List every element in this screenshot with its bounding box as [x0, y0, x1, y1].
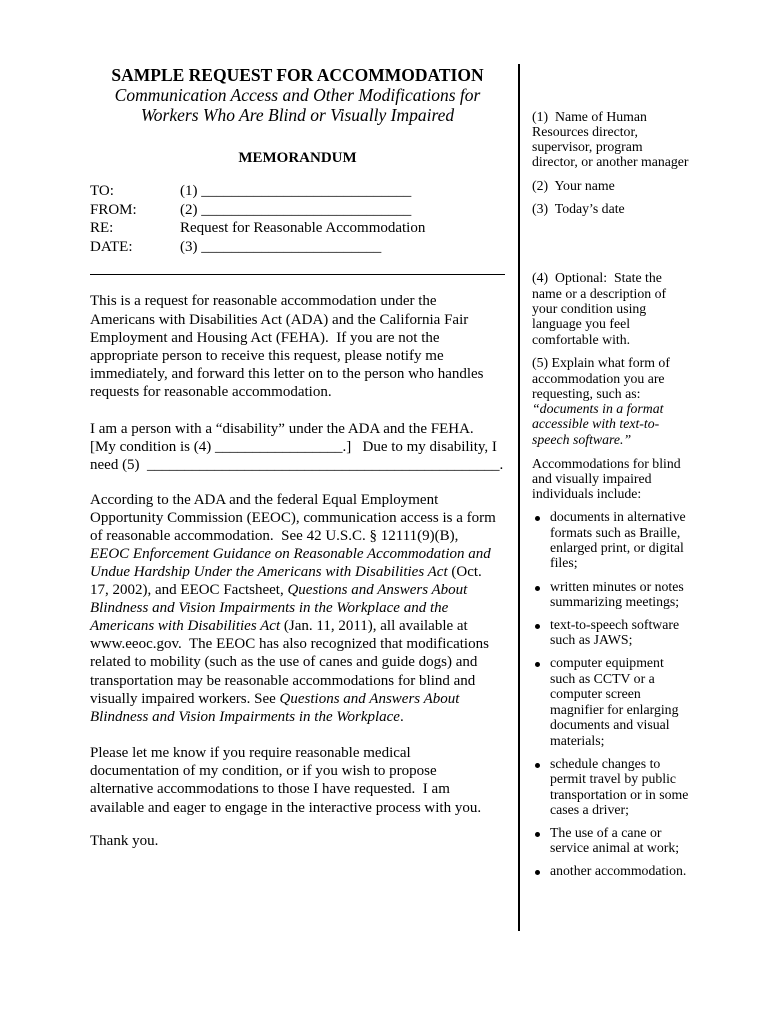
- margin-note-4-line: your condition using: [532, 301, 647, 316]
- accommodations-intro-line: and visually impaired: [532, 471, 652, 486]
- memo-date-label: DATE:: [90, 239, 133, 255]
- column-divider: [518, 64, 520, 931]
- paragraph-1-line: appropriate person to receive this request, please notify me: [90, 348, 444, 364]
- accommodation-item-line: enlarged print, or digital: [550, 540, 684, 555]
- memo-re-value: Request for Reasonable Accommodation: [180, 220, 426, 236]
- accommodation-item-line: cases a driver;: [550, 802, 629, 817]
- paragraph-3-line: www.eeoc.gov. The EEOC has also recognized that modifications: [90, 636, 489, 652]
- text-run: (Jan. 11, 2011), all available at: [280, 618, 468, 634]
- bullet-icon: [535, 832, 540, 837]
- paragraph-3-line: related to mobility (such as the use of canes and guide dogs) and: [90, 654, 478, 670]
- accommodation-item-line: magnifier for enlarging: [550, 702, 679, 717]
- paragraph-2-line: need (5) _______________________________________________.: [90, 457, 504, 473]
- memo-date-value: (3) ________________________: [180, 239, 382, 255]
- memo-heading: MEMORANDUM: [238, 150, 357, 166]
- paragraph-3-line: Opportunity Commission (EEOC), communication access is a form: [90, 510, 496, 526]
- accommodation-item-line: The use of a cane or: [550, 825, 662, 840]
- bullet-icon: [535, 870, 540, 875]
- paragraph-3-line: [90, 708, 404, 726]
- bullet-icon: [535, 624, 540, 629]
- accommodation-item-line: transportation or in some: [550, 787, 689, 802]
- bullet-icon: [535, 586, 540, 591]
- document-subtitle-line: Communication Access and Other Modifications for: [114, 85, 481, 105]
- accommodation-item-line: documents in alternative: [550, 509, 686, 524]
- citation-title: Blindness and Vision Impairments in the Workplace: [90, 709, 400, 725]
- bullet-icon: [535, 763, 540, 768]
- paragraph-1-line: This is a request for reasonable accommodation under the: [90, 293, 437, 309]
- accommodations-intro-line: Accommodations for blind: [532, 456, 681, 471]
- citation-title: Americans with Disabilities Act: [90, 618, 281, 634]
- paragraph-3-line: EEOC Enforcement Guidance on Reasonable Accommodation and: [90, 546, 491, 562]
- header-divider: [90, 274, 505, 275]
- accommodation-item-line: computer equipment: [550, 655, 664, 670]
- margin-note-3: (3) Today’s date: [532, 201, 625, 216]
- accommodations-intro-line: individuals include:: [532, 486, 642, 501]
- margin-note-5-example-line: “documents in a format: [532, 401, 664, 416]
- paragraph-3-line: transportation may be reasonable accommodations for blind and: [90, 673, 476, 689]
- accommodation-item-line: such as JAWS;: [550, 632, 633, 647]
- margin-note-5-example-line: speech software.”: [532, 432, 632, 447]
- margin-note-4-line: comfortable with.: [532, 332, 631, 347]
- margin-note-5-line: accommodation you are: [532, 371, 665, 386]
- accommodation-item-line: service animal at work;: [550, 840, 680, 855]
- margin-note-5-example-line: accessible with text-to-: [532, 416, 660, 431]
- citation-title: Undue Hardship Under the Americans with Disabilities Act: [90, 564, 448, 580]
- accommodation-item-line: formats such as Braille,: [550, 525, 681, 540]
- text-run: visually impaired workers. See: [90, 691, 280, 707]
- accommodation-item-line: written minutes or notes: [550, 579, 684, 594]
- paragraph-1-line: Employment and Housing Act (FEHA). If you are not the: [90, 330, 440, 346]
- margin-note-4-line: (4) Optional: State the: [532, 270, 662, 285]
- memo-to-value: (1) ____________________________: [180, 183, 412, 199]
- text-run: .: [399, 709, 404, 725]
- paragraph-2-line: I am a person with a “disability” under the ADA and the FEHA.: [90, 421, 474, 437]
- paragraph-2-line: [My condition is (4) _________________.] Due to my disability, I: [90, 439, 497, 455]
- document-subtitle-line: Workers Who Are Blind or Visually Impaired: [140, 105, 455, 125]
- margin-note-2: (2) Your name: [532, 178, 615, 193]
- accommodation-item-line: materials;: [550, 733, 605, 748]
- margin-note-4-line: name or a description of: [532, 286, 667, 301]
- paragraph-3-line: [90, 581, 467, 599]
- accommodation-item-line: permit travel by public: [550, 771, 677, 786]
- text-run: 17, 2002), and EEOC Factsheet,: [90, 582, 288, 598]
- memo-re-label: RE:: [90, 220, 114, 236]
- paragraph-3-line: Blindness and Vision Impairments in the Workplace and the: [90, 600, 449, 616]
- paragraph-3-line: [90, 563, 482, 581]
- paragraph-1-line: immediately, and forward this letter on to the person who handles: [90, 366, 484, 382]
- citation-title: Questions and Answers About: [287, 582, 468, 598]
- memo-from-label: FROM:: [90, 202, 137, 218]
- citation-title: Questions and Answers About: [279, 691, 460, 707]
- margin-note-4-line: language you feel: [532, 316, 631, 331]
- accommodation-item-line: files;: [550, 555, 578, 570]
- document-title: SAMPLE REQUEST FOR ACCOMMODATION: [111, 65, 484, 85]
- bullet-icon: [535, 662, 540, 667]
- paragraph-3-line: of reasonable accommodation. See 42 U.S.C. § 12111(9)(B),: [90, 528, 459, 544]
- memo-to-label: TO:: [90, 183, 114, 199]
- margin-note-1-line: supervisor, program: [532, 139, 643, 154]
- accommodation-item-line: summarizing meetings;: [550, 594, 680, 609]
- bullet-icon: [535, 516, 540, 521]
- accommodation-item-line: such as CCTV or a: [550, 671, 655, 686]
- accommodation-item-line: documents and visual: [550, 717, 670, 732]
- margin-note-1-line: (1) Name of Human: [532, 109, 647, 124]
- paragraph-4-line: alternative accommodations to those I have requested. I am: [90, 781, 450, 797]
- margin-note-1-line: director, or another manager: [532, 154, 689, 169]
- paragraph-4-line: documentation of my condition, or if you wish to propose: [90, 763, 437, 779]
- paragraph-3-line: [90, 617, 468, 635]
- closing-line: Thank you.: [90, 833, 159, 849]
- margin-note-5-line: (5) Explain what form of: [532, 355, 670, 370]
- accommodation-item-line: computer screen: [550, 686, 641, 701]
- paragraph-4-line: available and eager to engage in the interactive process with you.: [90, 800, 482, 816]
- margin-note-1-line: Resources director,: [532, 124, 638, 139]
- accommodation-item-line: text-to-speech software: [550, 617, 680, 632]
- memo-from-value: (2) ____________________________: [180, 202, 412, 218]
- paragraph-1-line: requests for reasonable accommodation.: [90, 384, 332, 400]
- paragraph-3-line: [90, 690, 459, 708]
- accommodation-item-line: schedule changes to: [550, 756, 661, 771]
- paragraph-3-line: According to the ADA and the federal Equal Employment: [90, 492, 439, 508]
- text-run: (Oct.: [447, 564, 482, 580]
- paragraph-4-line: Please let me know if you require reasonable medical: [90, 745, 411, 761]
- accommodation-item-line: another accommodation.: [550, 863, 687, 878]
- paragraph-1-line: Americans with Disabilities Act (ADA) and the California Fair: [90, 312, 469, 328]
- margin-note-5-line: requesting, such as:: [532, 386, 641, 401]
